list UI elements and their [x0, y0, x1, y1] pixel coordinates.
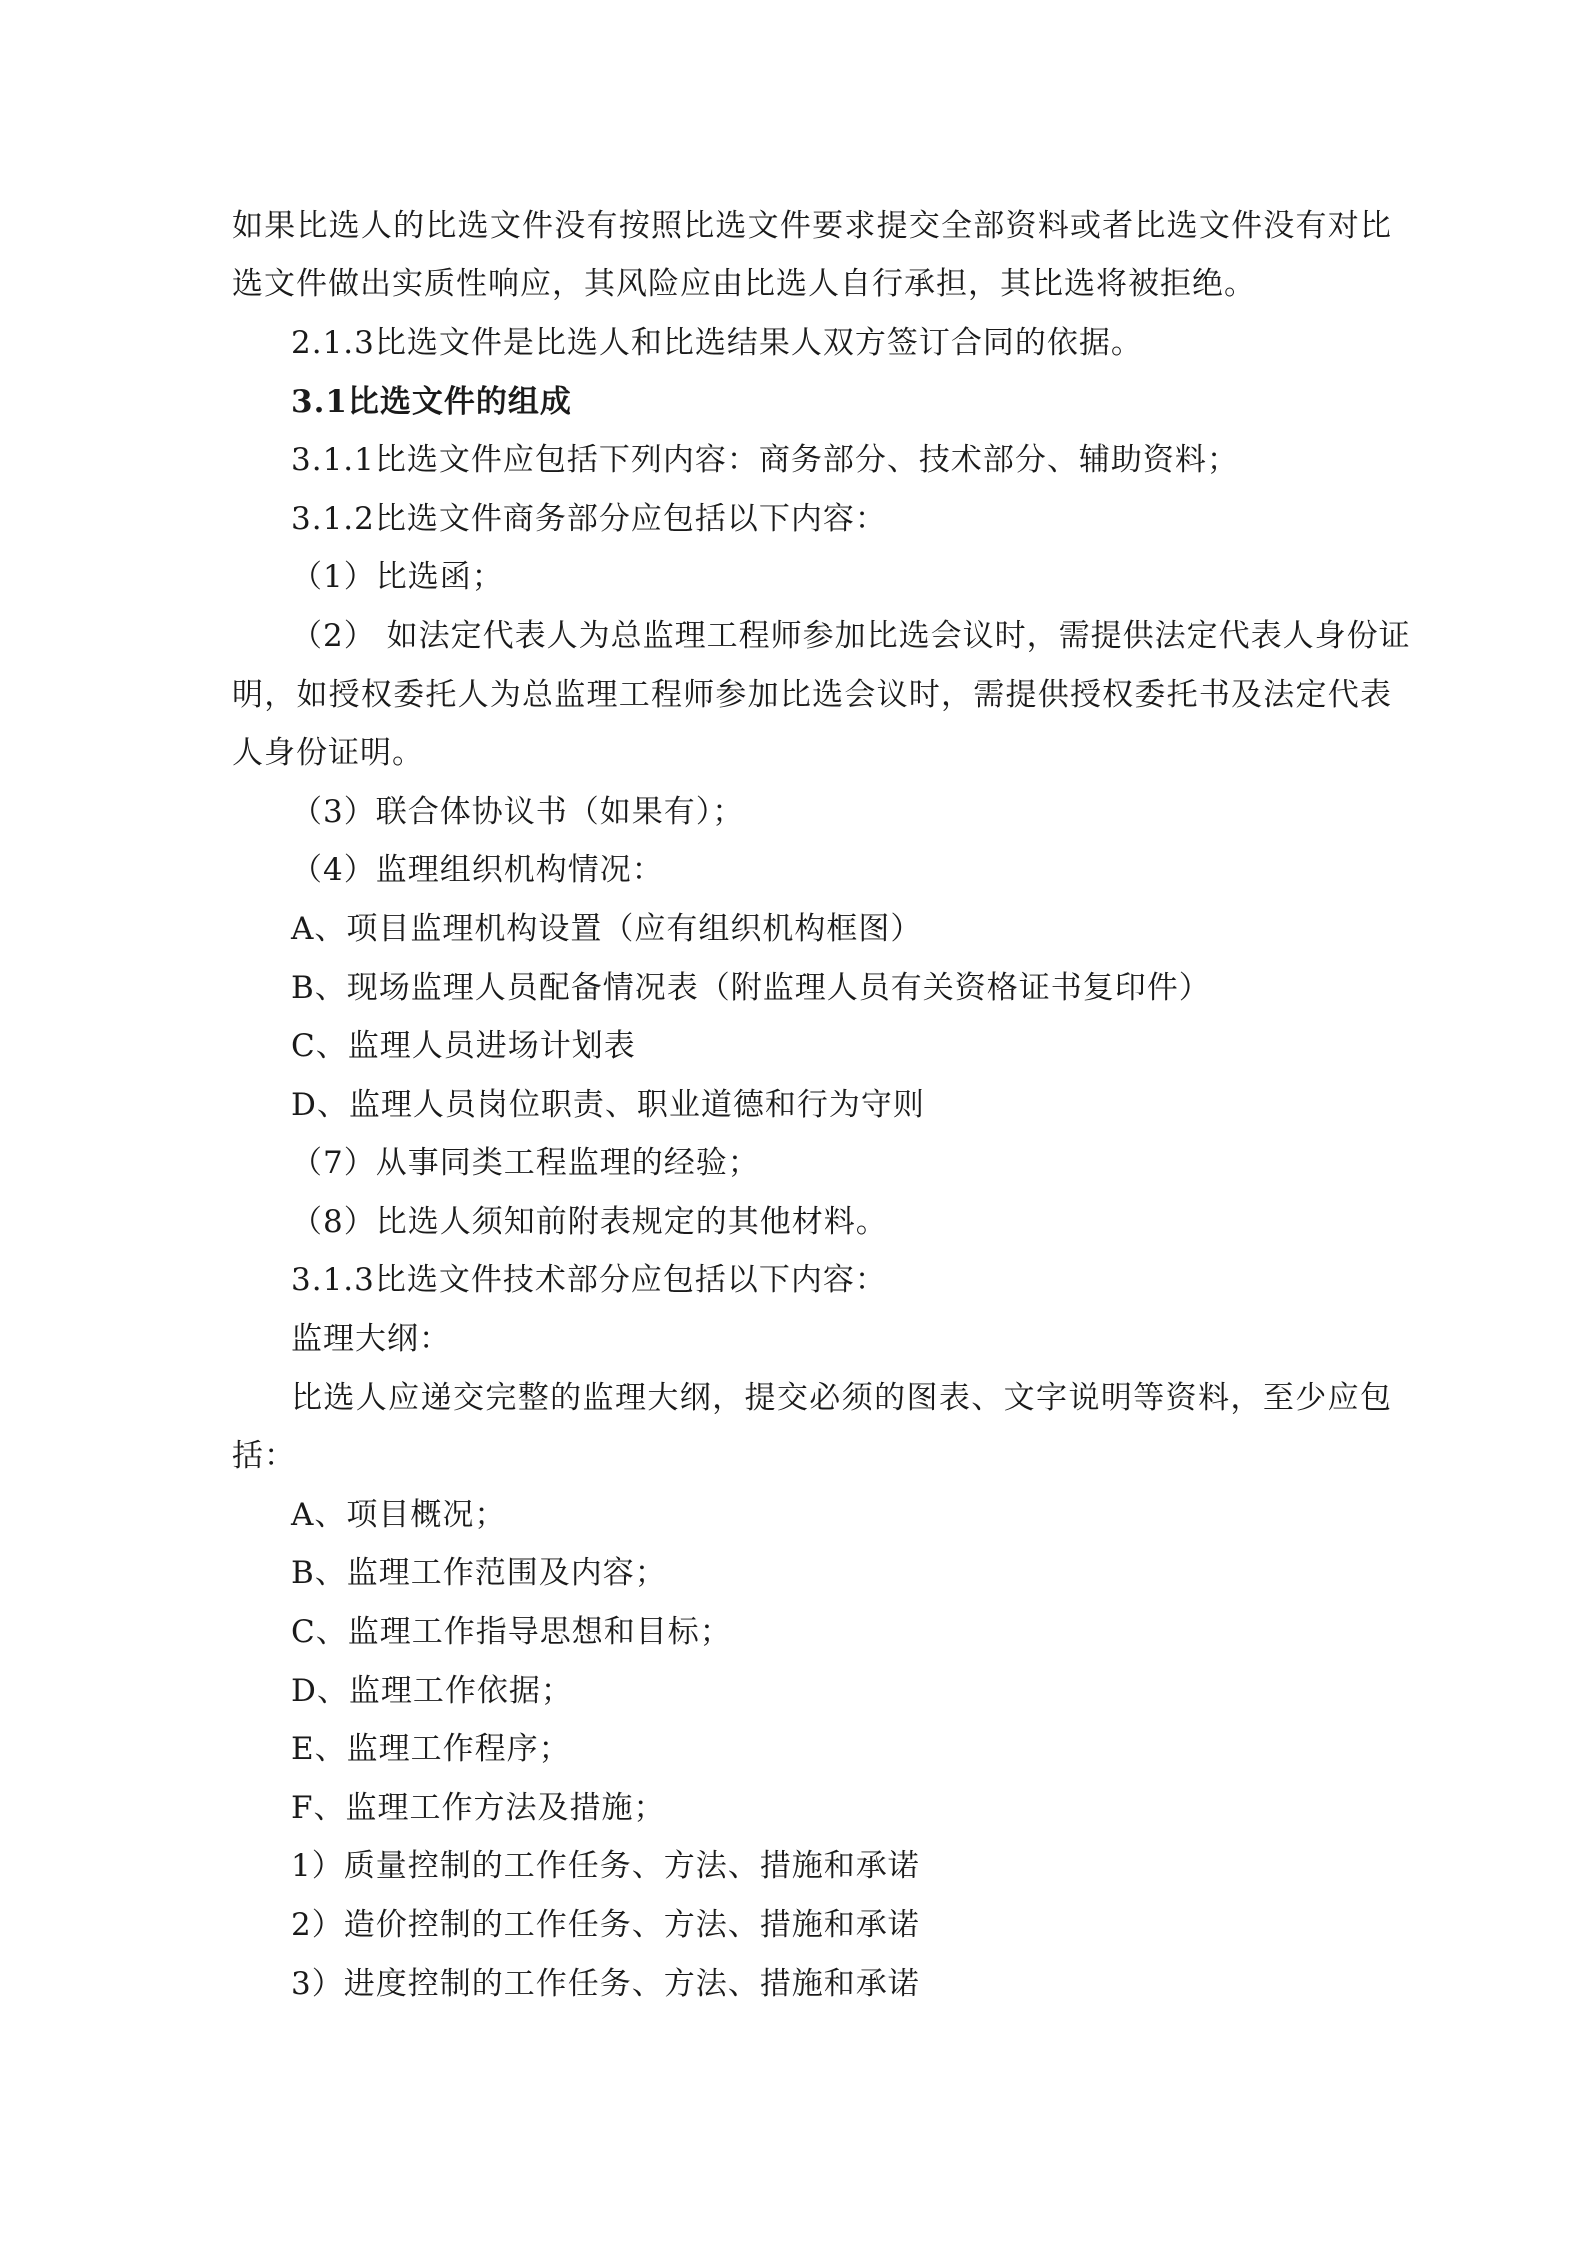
clause-3-1-2: 3.1.2比选文件商务部分应包括以下内容：: [291, 501, 887, 537]
list-item: B、监理工作范围及内容；: [291, 1555, 667, 1591]
section-heading-3-1: 3.1比选文件的组成: [291, 384, 572, 420]
list-item: （2） 如法定代表人为总监理工程师参加比选会议时，需提供法定代表人身份证: [291, 618, 1411, 654]
list-item: 2）造价控制的工作任务、方法、措施和承诺: [291, 1907, 920, 1943]
paragraph-line: 人身份证明。: [232, 735, 424, 771]
list-item: B、现场监理人员配备情况表（附监理人员有关资格证书复印件）: [291, 970, 1211, 1006]
clause-2-1-3: 2.1.3比选文件是比选人和比选结果人双方签订合同的依据。: [291, 325, 1143, 361]
paragraph-line: 比选人应递交完整的监理大纲，提交必须的图表、文字说明等资料，至少应包: [291, 1380, 1392, 1416]
list-item: （4）监理组织机构情况：: [291, 852, 664, 888]
clause-3-1-3: 3.1.3比选文件技术部分应包括以下内容：: [291, 1262, 887, 1298]
list-item: D、监理工作依据；: [291, 1673, 573, 1709]
list-item: 1）质量控制的工作任务、方法、措施和承诺: [291, 1848, 920, 1884]
list-item: 3）进度控制的工作任务、方法、措施和承诺: [291, 1966, 920, 2002]
list-item: A、项目概况；: [291, 1497, 507, 1533]
list-item: （7）从事同类工程监理的经验；: [291, 1145, 760, 1181]
list-item: D、监理人员岗位职责、职业道德和行为守则: [291, 1087, 925, 1123]
list-item: F、监理工作方法及措施；: [291, 1790, 666, 1826]
paragraph-line: 括：: [232, 1438, 296, 1474]
list-item: （8）比选人须知前附表规定的其他材料。: [291, 1204, 888, 1240]
list-item: （1）比选函；: [291, 559, 504, 595]
paragraph-line: 如果比选人的比选文件没有按照比选文件要求提交全部资料或者比选文件没有对比: [232, 208, 1392, 244]
paragraph-line: 选文件做出实质性响应，其风险应由比选人自行承担，其比选将被拒绝。: [232, 266, 1256, 302]
list-item: E、监理工作程序；: [291, 1731, 571, 1767]
list-item: C、监理工作指导思想和目标；: [291, 1614, 732, 1650]
list-item: A、项目监理机构设置（应有组织机构框图）: [291, 911, 923, 947]
subheading-supervision-outline: 监理大纲：: [291, 1321, 451, 1357]
paragraph-line: 明，如授权委托人为总监理工程师参加比选会议时，需提供授权委托书及法定代表: [232, 677, 1392, 713]
list-item: （3）联合体协议书（如果有）；: [291, 794, 745, 830]
clause-3-1-1: 3.1.1比选文件应包括下列内容：商务部分、技术部分、辅助资料；: [291, 442, 1239, 478]
list-item: C、监理人员进场计划表: [291, 1028, 636, 1064]
